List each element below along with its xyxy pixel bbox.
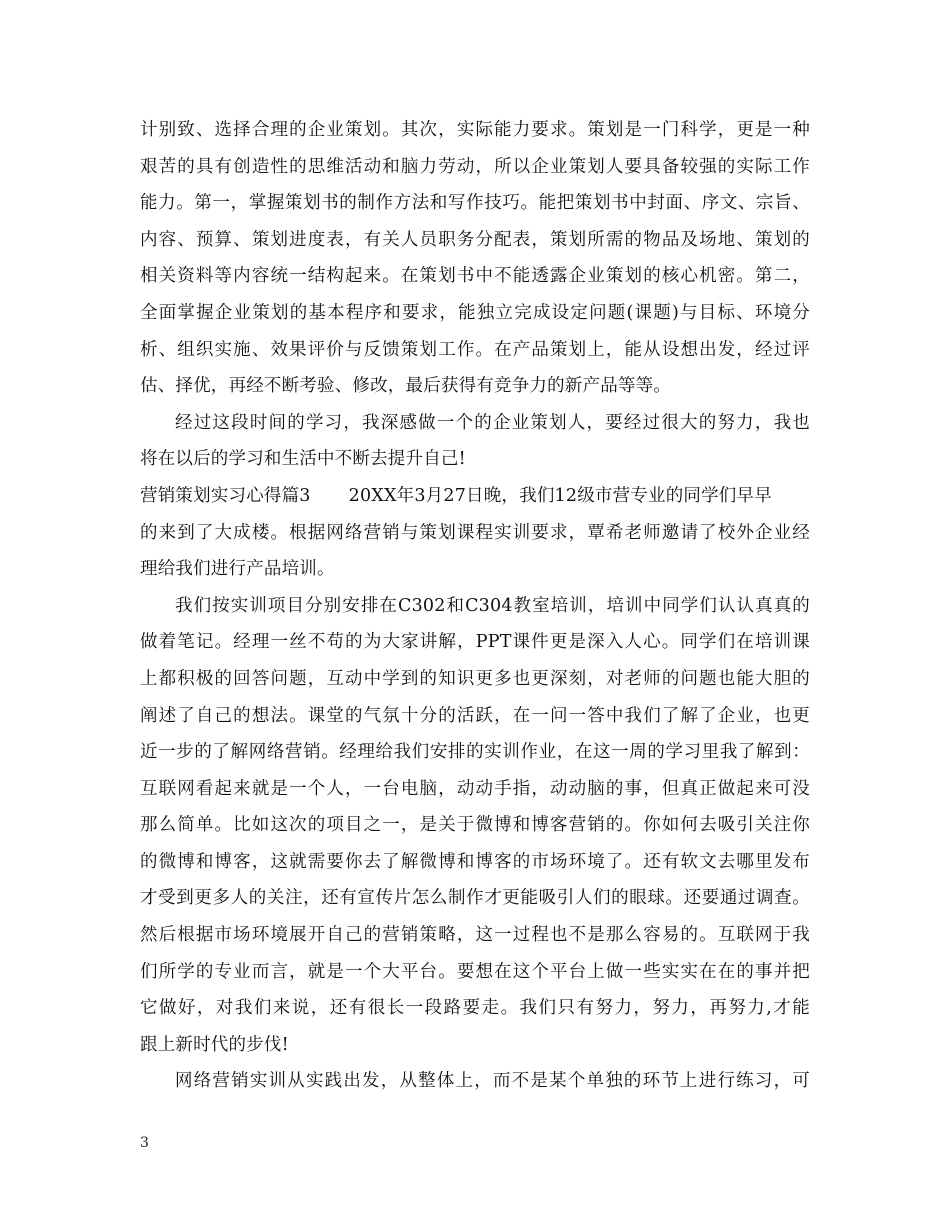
paragraph-line: 们所学的专业而言，就是一个大平台。要想在这个平台上做一些实实在在的事并把	[140, 961, 810, 982]
paragraph-line: 估、择优，再经不断考验、修改，最后获得有竞争力的新产品等等。	[140, 376, 671, 397]
paragraph-line: 才受到更多人的关注，还有宣传片怎么制作才更能吸引人们的眼球。还要通过调查。	[140, 888, 810, 909]
section-heading-line	[140, 478, 810, 515]
paragraph-line: 将在以后的学习和生活中不断去提升自己!	[140, 449, 466, 470]
paragraph-line: 的来到了大成楼。根据网络营销与策划课程实训要求，覃希老师邀请了校外企业经	[140, 522, 810, 543]
section-heading: 营销策划实习心得篇3	[140, 485, 311, 506]
paragraph-line: 跟上新时代的步伐!	[140, 1034, 289, 1055]
paragraph-line: 那么简单。比如这次的项目之一，是关于微博和博客营销的。你如何去吸引关注你	[140, 815, 810, 836]
page-number: 3	[140, 1135, 149, 1151]
paragraph-line: 做着笔记。经理一丝不苟的为大家讲解，PPT课件更是深入人心。同学们在培训课	[140, 632, 810, 653]
paragraph-line: 然后根据市场环境展开自己的营销策略，这一过程也不是那么容易的。互联网于我	[140, 925, 810, 946]
paragraph-line: 全面掌握企业策划的基本程序和要求，能独立完成设定问题(课题)与目标、环境分	[140, 302, 810, 323]
paragraph-line: 阐述了自己的想法。课堂的气氛十分的活跃，在一问一答中我们了解了企业，也更	[140, 705, 810, 726]
paragraph-line: 理给我们进行产品培训。	[140, 559, 335, 580]
paragraph-line: 相关资料等内容统一结构起来。在策划书中不能透露企业策划的核心机密。第二，	[140, 266, 810, 287]
paragraph-line: 析、组织实施、效果评价与反馈策划工作。在产品策划上，能从设想出发，经过评	[140, 339, 810, 360]
paragraph-line: 互联网看起来就是一个人，一台电脑，动动手指，动动脑的事，但真正做起来可没	[140, 778, 810, 799]
paragraph-line: 艰苦的具有创造性的思维活动和脑力劳动，所以企业策划人要具备较强的实际工作	[140, 156, 810, 177]
paragraph-line: 内容、预算、策划进度表，有关人员职务分配表，策划所需的物品及场地、策划的	[140, 229, 810, 250]
paragraph-line: 经过这段时间的学习，我深感做一个的企业策划人，要经过很大的努力，我也	[175, 412, 810, 433]
document-body	[140, 112, 810, 1100]
paragraph-line: 近一步的了解网络营销。经理给我们安排的实训作业，在这一周的学习里我了解到：	[140, 742, 810, 763]
paragraph-line: 计别致、选择合理的企业策划。其次，实际能力要求。策划是一门科学，更是一种	[140, 120, 810, 140]
section-first-text: 20XX年3月27日晚，我们12级市营专业的同学们早早	[348, 485, 772, 506]
paragraph-line: 能力。第一，掌握策划书的制作方法和写作技巧。能把策划书中封面、序文、宗旨、	[140, 193, 810, 214]
paragraph-line: 网络营销实训从实践出发，从整体上，而不是某个单独的环节上进行练习，可	[175, 1071, 810, 1092]
paragraph-line: 的微博和博客，这就需要你去了解微博和博客的市场环境了。还有软文去哪里发布	[140, 851, 810, 872]
paragraph-line: 我们按实训项目分别安排在C302和C304教室培训，培训中同学们认认真真的	[175, 595, 810, 616]
paragraph-line: 它做好，对我们来说，还有很长一段路要走。我们只有努力，努力，再努力,才能	[140, 998, 810, 1019]
paragraph-line: 上都积极的回答问题，互动中学到的知识更多也更深刻，对老师的问题也能大胆的	[140, 668, 810, 689]
